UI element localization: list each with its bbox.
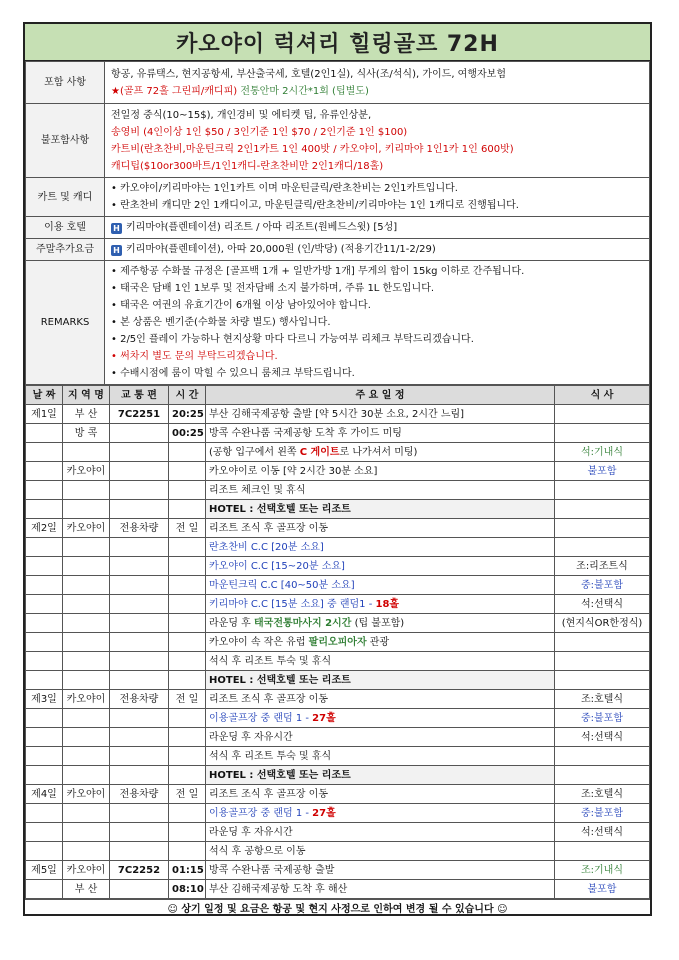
day4-meal-1: 조:호텔식	[555, 785, 650, 804]
table-row	[26, 633, 650, 652]
cell-empty	[169, 633, 206, 652]
cell-empty	[110, 462, 169, 481]
remarks-label: REMARKS	[26, 261, 105, 385]
day4-meal-3: 석:선택식	[555, 823, 650, 842]
day5-flight: 7C2252	[110, 861, 169, 880]
cell-empty	[110, 842, 169, 861]
cell-empty	[63, 747, 110, 766]
day1-schedule-1: 부산 김해국제공항 출발 [약 5시간 30분 소요, 2시간 느림]	[206, 405, 555, 424]
schedule-text: 카오야이 속 작은 유럽	[209, 636, 309, 648]
cell-empty	[110, 766, 169, 785]
schedule-text: 이용골프장 중 랜덤 1 -	[209, 712, 313, 724]
day4-schedule-2	[206, 804, 555, 823]
day1-area-khaoyai: 카오야이	[63, 462, 110, 481]
day1-schedule-4: 카오야이로 이동 [약 2시간 30분 소요]	[206, 462, 555, 481]
gate-c: C 게이트	[299, 446, 340, 458]
remark-item: • 2/5인 플레이 가능하나 현지상황 마다 다르니 가능여부 리체크 부탁드리겠습니다.	[111, 334, 474, 345]
cell-empty	[110, 823, 169, 842]
cell-empty	[63, 443, 110, 462]
meal-empty	[555, 481, 650, 500]
day3-meal-1: 조:호텔식	[555, 690, 650, 709]
excluded-row	[26, 104, 650, 178]
day4-schedule-3: 라운딩 후 자유시간	[206, 823, 555, 842]
day2-meal-3: 석:선택식	[555, 595, 650, 614]
meal-empty	[555, 405, 650, 424]
day1-time2: 00:25	[169, 424, 206, 443]
cell-empty	[169, 443, 206, 462]
cell-empty	[26, 424, 63, 443]
table-row	[26, 576, 650, 595]
day1-schedule-5: 리조트 체크인 및 휴식	[206, 481, 555, 500]
cell-empty	[169, 804, 206, 823]
table-row	[26, 690, 650, 709]
hotel-row	[26, 217, 650, 239]
itinerary-header	[26, 386, 650, 405]
cell-empty	[169, 842, 206, 861]
meal-empty	[555, 538, 650, 557]
table-row	[26, 557, 650, 576]
cell-empty	[26, 481, 63, 500]
table-row	[26, 747, 650, 766]
remark-item: • 제주항공 수화물 규정은 [골프백 1개 + 일반가방 1개] 무게의 합이 15kg 이하로 간주됩니다.	[111, 266, 525, 277]
palio-piazza: 팔리오피아자	[308, 636, 367, 648]
cell-empty	[110, 633, 169, 652]
cell-empty	[110, 614, 169, 633]
footer-notice: ☺ 상기 일정 및 요금은 항공 및 현지 사정으로 인하여 변경 될 수 있습니다 ☺	[25, 899, 650, 920]
cell-empty	[169, 576, 206, 595]
page-title: 카오야이 럭셔리 힐링골프 72H	[25, 24, 650, 61]
table-row	[26, 462, 650, 481]
cell-empty	[169, 766, 206, 785]
day3-schedule-3: 라운딩 후 자유시간	[206, 728, 555, 747]
header-schedule: 주 요 일 정	[206, 386, 555, 405]
included-line2-wrap	[111, 83, 643, 100]
day3-schedule-2	[206, 709, 555, 728]
day3-label: 제3일	[26, 690, 63, 709]
holes-27: 27홀	[312, 807, 336, 819]
cell-empty	[26, 728, 63, 747]
schedule-text: (공항 입구에서 왼쪽	[209, 446, 300, 458]
day1-meal-2: 불포함	[555, 462, 650, 481]
schedule-text: 관광	[366, 636, 390, 648]
cell-empty	[110, 557, 169, 576]
meal-empty	[555, 766, 650, 785]
remark-item: • 본 상품은 벤기준(수화물 차량 별도) 행사입니다.	[111, 317, 331, 328]
day2-hotel: HOTEL : 선택호텔 또는 리조트	[206, 671, 555, 690]
cell-empty	[63, 766, 110, 785]
day2-schedule-5	[206, 595, 555, 614]
meal-empty	[555, 652, 650, 671]
meal-empty	[555, 519, 650, 538]
day1-area-busan: 부 산	[63, 405, 110, 424]
included-line2: ★(골프 72홀 그린피/캐디피)	[111, 85, 238, 97]
cell-empty	[63, 557, 110, 576]
cell-empty	[110, 671, 169, 690]
day2-schedule-3: 카오야이 C.C [15~20분 소요]	[206, 557, 555, 576]
table-row	[26, 500, 650, 519]
holes-18: 18홀	[375, 598, 400, 610]
meal-empty	[555, 671, 650, 690]
remarks-value	[105, 261, 650, 385]
day5-time1: 01:15	[169, 861, 206, 880]
day1-flight: 7C2251	[110, 405, 169, 424]
cell-empty	[63, 500, 110, 519]
table-row	[26, 652, 650, 671]
cell-empty	[169, 747, 206, 766]
cell-empty	[169, 538, 206, 557]
cell-empty	[169, 728, 206, 747]
table-row	[26, 785, 650, 804]
day4-meal-2: 중:불포함	[555, 804, 650, 823]
day4-label: 제4일	[26, 785, 63, 804]
cell-empty	[26, 557, 63, 576]
day2-meal-2: 중:불포함	[555, 576, 650, 595]
cell-empty	[26, 671, 63, 690]
weekend-label: 주말추가요금	[26, 239, 105, 261]
table-row	[26, 538, 650, 557]
excluded-line1: 전일정 중식(10~15$), 개인경비 및 에티켓 팁, 유류인상분,	[111, 109, 372, 121]
day5-label: 제5일	[26, 861, 63, 880]
excluded-line3: 카트비(란초찬비,마운틴크릭 2인1카트 1인 400밧 / 카오야이, 키리마야 1인1카 1인 600밧)	[111, 143, 514, 155]
hotel-icon: H	[111, 245, 122, 256]
cell-empty	[26, 766, 63, 785]
day5-meal-1: 조:기내식	[555, 861, 650, 880]
table-row	[26, 595, 650, 614]
cell-empty	[26, 880, 63, 899]
table-row	[26, 405, 650, 424]
cell-empty	[26, 709, 63, 728]
holes-27: 27홀	[312, 712, 336, 724]
cell-empty	[110, 576, 169, 595]
itinerary-table	[25, 385, 650, 899]
day3-hotel: HOTEL : 선택호텔 또는 리조트	[206, 766, 555, 785]
header-date: 날 짜	[26, 386, 63, 405]
day4-area: 카오야이	[63, 785, 110, 804]
header-transport: 교 통 편	[110, 386, 169, 405]
day4-schedule-1: 리조트 조식 후 골프장 이동	[206, 785, 555, 804]
day2-time: 전 일	[169, 519, 206, 538]
meal-empty	[555, 842, 650, 861]
cell-empty	[110, 538, 169, 557]
table-row	[26, 823, 650, 842]
table-row	[26, 424, 650, 443]
day5-time2: 08:10	[169, 880, 206, 899]
weekend-text: 키리마야(플렌테이션), 아따 20,000원 (인/박당) (적용기간11/1-2/29)	[126, 244, 436, 255]
itinerary-sheet	[23, 22, 652, 916]
thai-massage: 태국전통마사지 2시간	[254, 617, 352, 629]
day2-area: 카오야이	[63, 519, 110, 538]
cell-empty	[26, 633, 63, 652]
day1-schedule-2: 방콕 수완나품 국제공항 도착 후 가이드 미팅	[206, 424, 555, 443]
hotel-value	[105, 217, 650, 239]
cell-empty	[110, 804, 169, 823]
table-row	[26, 671, 650, 690]
cell-empty	[169, 823, 206, 842]
day2-schedule-7	[206, 633, 555, 652]
day1-time1: 20:25	[169, 405, 206, 424]
meal-empty	[555, 424, 650, 443]
day1-area-bangkok: 방 콕	[63, 424, 110, 443]
cell-empty	[26, 595, 63, 614]
weekend-value	[105, 239, 650, 261]
cell-empty	[63, 614, 110, 633]
cell-empty	[169, 671, 206, 690]
cell-empty	[63, 633, 110, 652]
included-label: 포함 사항	[26, 62, 105, 104]
day5-meal-2: 불포함	[555, 880, 650, 899]
meal-empty	[555, 500, 650, 519]
included-massage: 전통안마 2시간*1회 (팁별도)	[240, 85, 369, 97]
remark-item: • 태국은 여권의 유효기간이 6개월 이상 남아있어야 합니다.	[111, 300, 371, 311]
cell-empty	[169, 481, 206, 500]
table-row	[26, 880, 650, 899]
cart-row	[26, 178, 650, 217]
day4-time: 전 일	[169, 785, 206, 804]
header-meal: 식 사	[555, 386, 650, 405]
day3-area: 카오야이	[63, 690, 110, 709]
included-line1: 항공, 유류택스, 현지공항세, 부산출국세, 호텔(2인1실), 식사(조/석식), 가이드, 여행자보험	[111, 68, 506, 80]
cell-empty	[110, 595, 169, 614]
cell-empty	[169, 614, 206, 633]
cell-empty	[26, 538, 63, 557]
day2-schedule-1: 리조트 조식 후 골프장 이동	[206, 519, 555, 538]
day3-schedule-1: 리조트 조식 후 골프장 이동	[206, 690, 555, 709]
cell-empty	[169, 709, 206, 728]
cell-empty	[26, 500, 63, 519]
excluded-label: 불포함사항	[26, 104, 105, 178]
day2-schedule-6	[206, 614, 555, 633]
schedule-text: 로 나가셔서 미팅)	[339, 446, 418, 458]
table-row	[26, 519, 650, 538]
cell-empty	[26, 747, 63, 766]
day3-meal-2: 중:불포함	[555, 709, 650, 728]
cell-empty	[110, 481, 169, 500]
excluded-line4: 캐디팁($10or300바트/1인1캐디-란초찬비만 2인1캐디/18홀)	[111, 160, 384, 172]
included-row	[26, 62, 650, 104]
hotel-text: 키리마야(플렌테이션) 리조트 / 아따 리조트(원베드스윗) [5성]	[126, 222, 398, 233]
excluded-line2: 송영비 (4인이상 1인 $50 / 3인기준 1인 $70 / 2인기준 1인 $100)	[111, 126, 408, 138]
table-row	[26, 766, 650, 785]
meal-empty	[555, 747, 650, 766]
cell-empty	[110, 709, 169, 728]
remark-item: • 태국은 담배 1인 1보루 및 전자담배 소지 불가하며, 주류 1L 한도입니다.	[111, 283, 435, 294]
day2-schedule-2: 란초찬비 C.C [20분 소요]	[206, 538, 555, 557]
day5-schedule-2: 부산 김해국제공항 도착 후 해산	[206, 880, 555, 899]
cart-label: 카트 및 캐디	[26, 178, 105, 217]
cell-empty	[26, 462, 63, 481]
cell-empty	[110, 880, 169, 899]
table-row	[26, 443, 650, 462]
hotel-icon: H	[111, 223, 122, 234]
cell-empty	[63, 671, 110, 690]
cell-empty	[63, 538, 110, 557]
day1-schedule-3	[206, 443, 555, 462]
remark-item-surcharge: • 써차지 별도 문의 부탁드리겠습니다.	[111, 351, 278, 362]
cell-empty	[63, 823, 110, 842]
cell-empty	[110, 500, 169, 519]
day3-transport: 전용차량	[110, 690, 169, 709]
cell-empty	[26, 576, 63, 595]
remarks-row	[26, 261, 650, 385]
day3-time: 전 일	[169, 690, 206, 709]
cell-empty	[169, 557, 206, 576]
cell-empty	[110, 443, 169, 462]
day2-meal-1: 조:리조트식	[555, 557, 650, 576]
day5-area-busan: 부 산	[63, 880, 110, 899]
table-row	[26, 481, 650, 500]
table-row	[26, 842, 650, 861]
cell-empty	[26, 842, 63, 861]
cell-empty	[110, 652, 169, 671]
cell-empty	[169, 595, 206, 614]
cell-empty	[63, 842, 110, 861]
remark-item: • 수배시점에 룸이 막힐 수 있으니 룸체크 부탁드립니다.	[111, 368, 355, 379]
cell-empty	[63, 709, 110, 728]
day1-label: 제1일	[26, 405, 63, 424]
day3-meal-3: 석:선택식	[555, 728, 650, 747]
day5-area-khaoyai: 카오야이	[63, 861, 110, 880]
schedule-text: (팁 불포함)	[351, 617, 405, 629]
table-row	[26, 614, 650, 633]
cell-empty	[63, 728, 110, 747]
day1-meal-1: 석:기내식	[555, 443, 650, 462]
schedule-text: 라운딩 후	[209, 617, 254, 629]
schedule-text: 이용골프장 중 랜덤 1 -	[209, 807, 313, 819]
cell-empty	[26, 443, 63, 462]
cart-value	[105, 178, 650, 217]
cell-empty	[63, 576, 110, 595]
cell-empty	[169, 652, 206, 671]
table-row	[26, 804, 650, 823]
day2-schedule-4: 마운틴크릭 C.C [40~50분 소요]	[206, 576, 555, 595]
cell-empty	[63, 595, 110, 614]
excluded-value	[105, 104, 650, 178]
cell-empty	[26, 652, 63, 671]
table-row	[26, 709, 650, 728]
cell-empty	[26, 614, 63, 633]
table-row	[26, 728, 650, 747]
day4-transport: 전용차량	[110, 785, 169, 804]
cell-empty	[110, 747, 169, 766]
weekend-row	[26, 239, 650, 261]
cell-empty	[63, 804, 110, 823]
day2-schedule-8: 석식 후 리조트 투숙 및 휴식	[206, 652, 555, 671]
cell-empty	[26, 804, 63, 823]
info-table	[25, 61, 650, 385]
day5-schedule-1: 방콕 수완나품 국제공항 출발	[206, 861, 555, 880]
cell-empty	[169, 500, 206, 519]
cell-empty	[63, 481, 110, 500]
cell-empty	[26, 823, 63, 842]
day4-schedule-4: 석식 후 공항으로 이동	[206, 842, 555, 861]
cart-line1: • 카오야이/키리마야는 1인1카트 이며 마운틴클릭/란초찬비는 2인1카트입니다.	[111, 183, 458, 194]
cell-empty	[110, 728, 169, 747]
table-row	[26, 861, 650, 880]
cell-empty	[110, 424, 169, 443]
schedule-text: 키리마야 C.C [15분 소요] 중 랜덤1 -	[209, 598, 376, 610]
day2-transport: 전용차량	[110, 519, 169, 538]
day2-meal-4: (현지식OR한정식)	[555, 614, 650, 633]
day2-label: 제2일	[26, 519, 63, 538]
cell-empty	[63, 652, 110, 671]
day3-schedule-4: 석식 후 리조트 투숙 및 휴식	[206, 747, 555, 766]
cell-empty	[169, 462, 206, 481]
cart-line2: • 란초찬비 캐디만 2인 1캐디이고, 마운틴클릭/란초찬비/키리마야는 1인 1캐디로 진행됩니다.	[111, 200, 519, 211]
meal-empty	[555, 633, 650, 652]
header-area: 지 역 명	[63, 386, 110, 405]
hotel-label: 이용 호텔	[26, 217, 105, 239]
day1-hotel: HOTEL : 선택호텔 또는 리조트	[206, 500, 555, 519]
header-time: 시 간	[169, 386, 206, 405]
included-value	[105, 62, 650, 104]
